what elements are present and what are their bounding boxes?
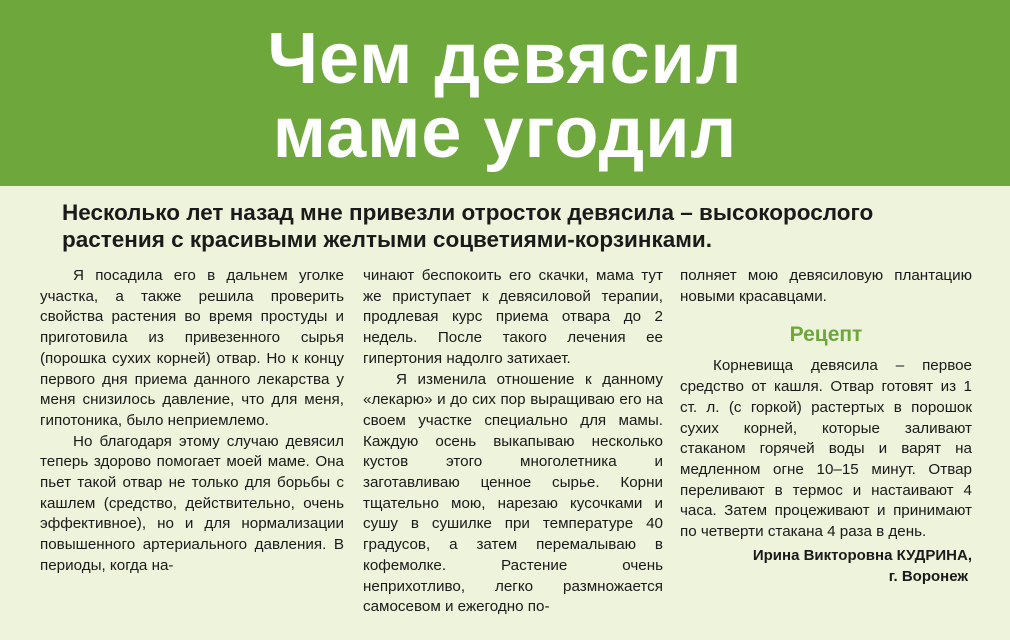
paragraph: Но благодаря этому случаю девясил теперь здорово помогает моей маме. Она пьет такой отвар не только для борьбы с кашлем (средство, действительно, очень эффективное), но и для нормализации повышенного артериального давления. В периоды, когда на- (40, 432, 344, 574)
paragraph: Я изменила отношение к данному «лекарю» и до сих пор выращиваю его на своем участке специально для мамы. Каждую осень выкапываю несколько кустов этого многолетника и заготавливаю ценное сырье. Корни тщательно мою, нарезаю кусочками и сушу в сушилке при температуре 40 градусов, а затем перемалываю в кофемолке. Растение очень неприхотливо, легко размножается самосевом и ежегодно по- (363, 370, 663, 616)
paragraph: полняет мою девясиловую плантацию новыми красавцами. (680, 267, 972, 305)
article-lead: Несколько лет назад мне привезли отросток девясила – высокорослого растения с красивыми желтыми соцветиями-корзинками. (62, 200, 874, 252)
title-line-1: Чем девясил (267, 19, 743, 99)
paragraph: Я посадила его в дальнем уголке участка, а также решила проверить свойства растения во время простуды и приготовила из привезенного сырья (порошка сухих корней) отвар. Но к концу первого дня приема данного лекарства у меня снизилось давление, что для меня, гипотоника, было неприемлемо. (40, 267, 344, 429)
title-line-2: маме угодил (272, 93, 738, 173)
title-banner (0, 0, 1010, 186)
author-name: Ирина Викторовна КУДРИНА, (752, 546, 972, 564)
author-city: г. Воронеж (888, 567, 968, 585)
text-column-1 (40, 266, 344, 577)
recipe-text: Корневища девясила – первое средство от кашля. Отвар готовят из 1 ст. л. (с горкой) растертых в порошок сухих корней, которые заливают стаканом горячей воды и варят на медленном огне 10–15 минут. Отвар переливают в термос и настаивают 4 часа. Затем процеживают и принимают по четверти стакана 4 раза в день. (680, 357, 972, 541)
paragraph: чинают беспокоить его скачки, мама тут же приступает к девясиловой терапии, продлевая курс приема отвара до 2 недель. После такого лечения ее гипертония надолго затихает. (363, 267, 663, 367)
text-column-3 (680, 266, 972, 587)
recipe-heading: Рецепт (789, 323, 863, 347)
article-title (0, 19, 1010, 173)
text-column-2 (363, 266, 663, 618)
